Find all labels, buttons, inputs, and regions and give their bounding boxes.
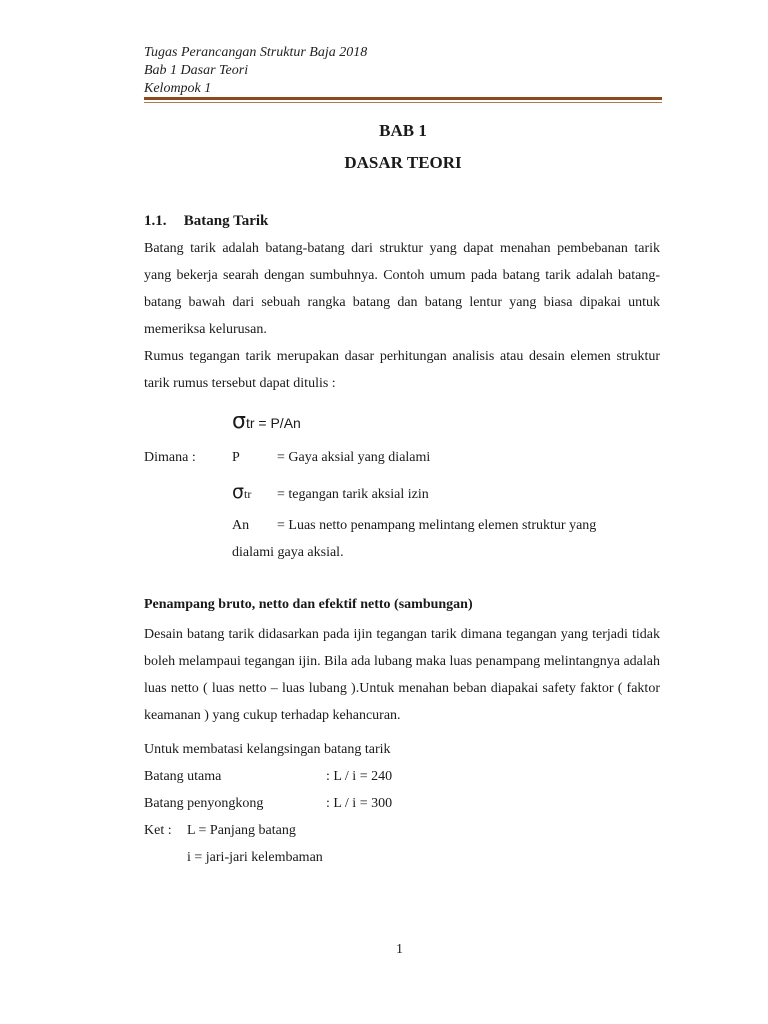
sigma-symbol: σ	[232, 409, 246, 434]
section-title: Batang Tarik	[183, 213, 269, 229]
header-line-1: Tugas Perancangan Struktur Baja 2018	[144, 45, 368, 60]
definition-desc-p: = Gaya aksial yang dialami	[277, 450, 431, 465]
definition-symbol-an: An	[232, 518, 250, 533]
header-rule-thick	[144, 97, 662, 100]
ket-item-l: L = Panjang batang	[187, 823, 296, 838]
slenderness-intro: Untuk membatasi kelangsingan batang tarik	[144, 742, 391, 757]
definition-desc-sigma: = tegangan tarik aksial izin	[277, 487, 429, 502]
paragraph-rumus: Rumus tegangan tarik merupakan dasar perhitungan analisis atau desain elemen struktur tarik rumus tersebut dapat ditulis :	[144, 349, 660, 391]
header-line-2: Bab 1 Dasar Teori	[144, 63, 249, 78]
row-label-batang-utama: Batang utama	[144, 769, 222, 784]
definition-desc-an: = Luas netto penampang melintang elemen struktur yang	[277, 518, 597, 533]
header-line-3: Kelompok 1	[144, 81, 212, 96]
ket-item-i: i = jari-jari kelembaman	[187, 850, 323, 865]
formula-text: tr = P/An	[245, 415, 301, 431]
header-rule-thin	[144, 102, 662, 103]
chapter-title: DASAR TEORI	[344, 153, 462, 172]
definitions-label: Dimana :	[144, 450, 196, 465]
paragraph-batang-tarik: Batang tarik adalah batang-batang dari struktur yang dapat menahan pembebanan tarik yang bekerja searah dengan sumbuhnya. Contoh umum pada batang tarik adalah batang-batang bawah dari sebuah rangka batang dan batang lentur yang biasa dipakai untuk memeriksa kelurusan.	[144, 241, 660, 337]
row-value-batang-utama: : L / i = 240	[326, 769, 393, 784]
sigma-subscript: tr	[244, 487, 252, 501]
section-heading	[144, 213, 268, 230]
page-number: 1	[396, 942, 403, 957]
ket-label: Ket :	[144, 823, 172, 838]
paragraph-penampang: Desain batang tarik didasarkan pada ijin tegangan tarik dimana tegangan yang terjadi tidak boleh melampaui tegangan ijin. Bila ada lubang maka luas penampang melintangnya adalah luas netto ( luas netto – luas lubang ).Untuk menahan beban diapakai safety faktor ( faktor keamanan ) yang cukup terhadap kehancuran.	[144, 627, 660, 723]
section-number: 1.1.	[144, 213, 167, 229]
definition-symbol-sigma	[232, 481, 251, 503]
formula	[232, 409, 301, 434]
row-label-batang-penyongkong: Batang penyongkong	[144, 796, 264, 811]
running-header	[144, 44, 367, 98]
sigma-symbol-small: σ	[232, 481, 245, 503]
row-value-batang-penyongkong: : L / i = 300	[326, 796, 393, 811]
definition-symbol-p: P	[232, 450, 240, 465]
definition-continuation: dialami gaya aksial.	[232, 545, 344, 560]
subsection-heading: Penampang bruto, netto dan efektif netto (sambungan)	[144, 597, 473, 612]
chapter-number: BAB 1	[379, 121, 427, 140]
